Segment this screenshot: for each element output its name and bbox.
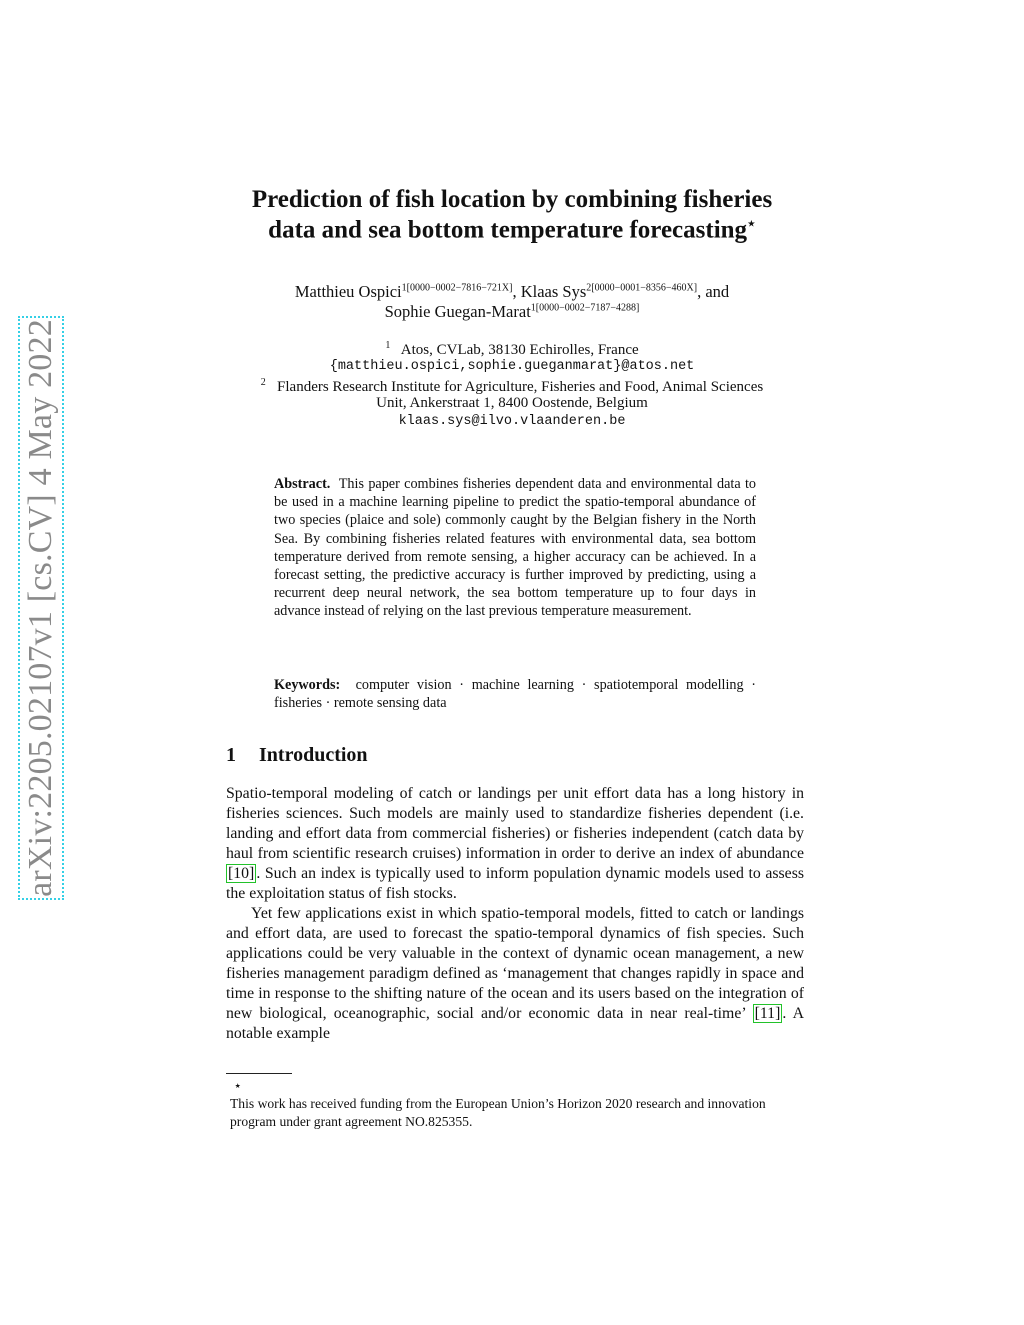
section-heading — [226, 744, 368, 767]
paper-title-line-1: Prediction of fish location by combining fisheries — [251, 186, 773, 213]
paragraph-2 — [226, 904, 804, 1044]
author-orcid: 2[0000−0001−8356−460X] — [586, 282, 698, 294]
title-footnote-mark: ⋆ — [747, 217, 756, 232]
affiliation-2-email[interactable]: klaas.sys@ilvo.vlaanderen.be — [398, 414, 626, 429]
paper-title-line-2 — [0, 216, 1024, 244]
author-name: Matthieu Ospici — [294, 282, 402, 301]
abstract — [274, 475, 756, 621]
keywords-text: computer vision · machine learning · spatiotemporal modelling · fisheries · remote sensing data — [274, 677, 757, 712]
paragraph-2-text-cont: . A notable example — [226, 1005, 804, 1042]
footnote-mark: ⋆ — [233, 1078, 242, 1093]
footnote-text: This work has received funding from the European Union’s Horizon 2020 research and innovation program under grant agreement NO.825355. — [230, 1096, 766, 1129]
footnote-rule — [226, 1073, 292, 1074]
section-number: 1 — [226, 744, 236, 766]
author-orcid: 1[0000−0002−7187−4288] — [530, 302, 640, 314]
footnote — [226, 1077, 804, 1131]
citation-link[interactable]: [10] — [228, 865, 255, 882]
affiliation-1-email[interactable]: {matthieu.ospici,sophie.gueganmarat}@atos.net — [329, 359, 695, 374]
author-name: Sophie Guegan-Marat — [384, 302, 531, 321]
affiliation-2-line-2: Unit, Ankerstraat 1, 8400 Oostende, Belgium — [376, 395, 648, 411]
author-line-1: Matthieu Ospici$^{1[0000-0002-7816-721X]}$, Klaas Sys$^{2[0000-0001-8356-460X]}$, and — [294, 282, 730, 301]
keywords-label: Keywords: — [274, 677, 341, 693]
paragraph-1 — [226, 784, 804, 904]
author-name: Klaas Sys — [520, 282, 587, 301]
affiliation-number: 2 — [260, 377, 266, 388]
paragraph-1-text-cont: . Such an index is typically used to inform population dynamic models used to assess the exploitation status of fish stocks. — [226, 865, 804, 902]
author-orcid: 1[0000−0002−7816−721X] — [401, 282, 513, 294]
arxiv-identifier[interactable]: arXiv:2205.02107v1 [cs.CV] 4 May 2022 — [22, 319, 59, 897]
abstract-text: This paper combines fisheries dependent data and environmental data to be used in a machine learning pipeline to predict the spatio-temporal abundance of two species (plaice and sole) commonly caught by the Belgian fishery in the North Sea. By combining fisheries related features with environmental data, sea bottom temperature derived from remote sensing, a higher accuracy can be achieved. In a forecast setting, the predictive accuracy is further improved by predicting, using a recurrent deep neural network, the sea bottom temperature up to four days in advance instead of relying on the last previous temperature measurement. — [274, 476, 756, 620]
keywords — [274, 676, 756, 712]
affiliation-text: Flanders Research Institute for Agriculture, Fisheries and Food, Animal Sciences — [277, 379, 764, 395]
section-title: Introduction — [259, 744, 368, 766]
abstract-label: Abstract. — [274, 476, 331, 492]
affiliation-text: Atos, CVLab, 38130 Echirolles, France — [400, 342, 639, 358]
citation-link[interactable]: [11] — [754, 1005, 781, 1022]
author-line-2 — [0, 302, 1024, 322]
paragraph-2-text: Yet few applications exist in which spatio-temporal models, fitted to catch or landings and effort data, are used to forecast the spatio-temporal dynamics of fish species. Such applications could be very valuable in the context of dynamic ocean management, a new fisheries management paradigm defined as ‘management that changes rapidly in space and time in response to the shifting nature of the ocean and its users based on the integration of new biological, oceanographic, social and/or economic data in near real-time’ — [226, 905, 804, 1022]
title-line-2-text: data and sea bottom temperature forecasting — [268, 216, 748, 244]
affiliation-1 — [0, 340, 1024, 359]
paragraph-1-text: Spatio-temporal modeling of catch or landings per unit effort data has a long history in fisheries sciences. Such models are mainly used to standardize fisheries dependent (i.e. landing and effort data from commercial fisheries) or fisheries independent (catch data by haul from scientific research cruises) information in order to derive an index of abundance — [226, 785, 804, 862]
author-conjunction: , and — [697, 282, 730, 301]
affiliation-number: 1 — [385, 340, 391, 351]
introduction-body — [226, 784, 804, 1044]
affiliation-2 — [0, 377, 1024, 396]
